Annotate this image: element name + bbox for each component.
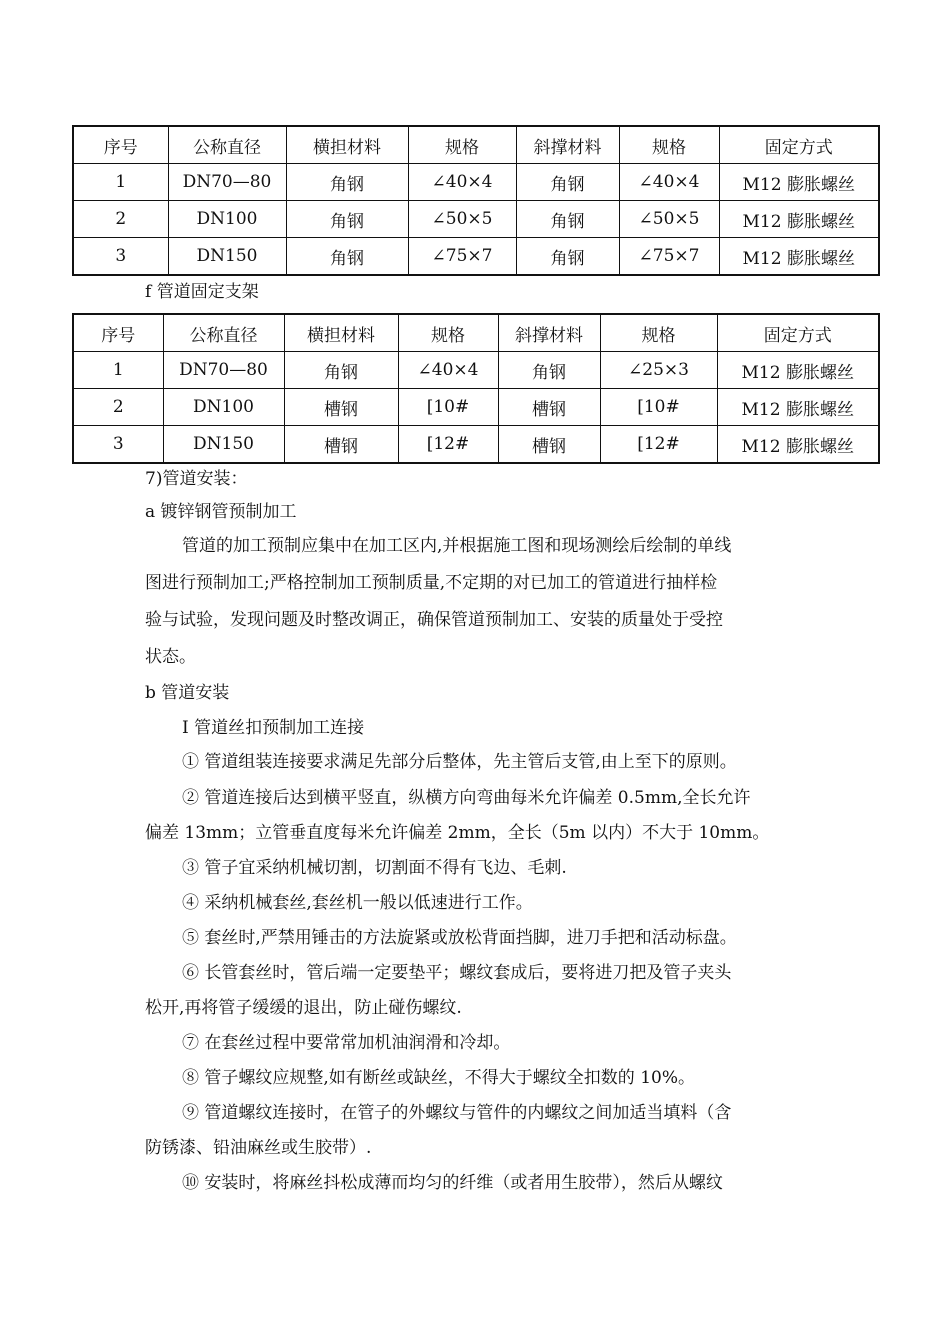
table-cell: M12 膨胀螺丝 [719,201,879,238]
table-cell: [10# [600,389,717,426]
table-cell: 角钢 [286,201,408,238]
table-cell: 3 [73,426,163,464]
table-cell: M12 膨胀螺丝 [717,352,879,389]
table-cell: DN100 [168,201,286,238]
table-cell: DN150 [168,238,286,276]
subsection-heading: b 管道安装 [145,683,230,703]
table-cell: ∠40×4 [619,164,719,201]
header-cell: 斜撑材料 [498,314,600,352]
table-row [73,426,879,464]
list-item: ③ 管子宜采纳机械切割，切割面不得有飞边、毛刺. [182,858,567,878]
list-item: ⑨ 管道螺纹连接时，在管子的外螺纹与管件的内螺纹之间加适当填料（含 [182,1103,732,1123]
table-cell: 槽钢 [284,389,398,426]
header-cell: 公称直径 [163,314,284,352]
list-item: ⑦ 在套丝过程中要常常加机油润滑和冷却。 [182,1033,511,1053]
table-cell: 角钢 [516,164,619,201]
table-cell: 角钢 [516,201,619,238]
paragraph-line: 管道的加工预制应集中在加工区内,并根据施工图和现场测绘后绘制的单线 [182,536,732,556]
table-cell: [12# [600,426,717,464]
table-cell: ∠75×7 [619,238,719,276]
list-item: ⑤ 套丝时,严禁用锤击的方法旋紧或放松背面挡脚，进刀手把和活动标盘。 [182,928,737,948]
table-cell: DN100 [163,389,284,426]
header-cell: 规格 [398,314,498,352]
header-cell: 规格 [619,126,719,164]
table-cell: [12# [398,426,498,464]
table2-caption: f 管道固定支架 [145,282,259,302]
list-item: ⑧ 管子螺纹应规整,如有断丝或缺丝，不得大于螺纹全扣数的 10%。 [182,1068,695,1088]
subsection-heading: a 镀锌钢管预制加工 [145,502,297,522]
list-item: ⑥ 长管套丝时，管后端一定要垫平；螺纹套成后，要将进刀把及管子夹头 [182,963,732,983]
table-cell: M12 膨胀螺丝 [719,238,879,276]
item-heading: Ⅰ 管道丝扣预制加工连接 [182,718,365,738]
list-item-continuation: 偏差 13mm；立管垂直度每米允许偏差 2mm，全长（5m 以内）不大于 10mm。 [145,823,770,843]
table-cell: M12 膨胀螺丝 [719,164,879,201]
header-cell: 序号 [73,314,163,352]
hanger-spec-table [72,125,880,276]
table-cell: 3 [73,238,168,276]
table-row [73,238,879,276]
table-cell: [10# [398,389,498,426]
table-cell: 1 [73,164,168,201]
table-cell: M12 膨胀螺丝 [717,389,879,426]
header-cell: 固定方式 [717,314,879,352]
table-cell: 2 [73,201,168,238]
table-cell: ∠75×7 [408,238,516,276]
table-header-row [73,314,879,352]
table-row [73,201,879,238]
list-item: ① 管道组装连接要求满足先部分后整体，先主管后支管,由上至下的原则。 [182,752,737,772]
list-item: ④ 采纳机械套丝,套丝机一般以低速进行工作。 [182,893,533,913]
table-cell: 2 [73,389,163,426]
table-cell: 1 [73,352,163,389]
fixed-support-spec-table [72,313,880,464]
table-row [73,389,879,426]
table-cell: 槽钢 [498,389,600,426]
table-cell: 槽钢 [284,426,398,464]
table-header-row [73,126,879,164]
table-cell: 角钢 [516,238,619,276]
paragraph-line: 验与试验，发现问题及时整改调正，确保管道预制加工、安装的质量处于受控 [145,610,723,630]
table-cell: 角钢 [286,238,408,276]
header-cell: 固定方式 [719,126,879,164]
table-cell: DN70—80 [163,352,284,389]
header-cell: 横担材料 [284,314,398,352]
table-cell: 角钢 [498,352,600,389]
table-cell: DN70—80 [168,164,286,201]
table-cell: M12 膨胀螺丝 [717,426,879,464]
table-cell: ∠50×5 [408,201,516,238]
list-item: ⑩ 安装时，将麻丝抖松成薄而均匀的纤维（或者用生胶带），然后从螺纹 [182,1173,723,1193]
table-cell: 槽钢 [498,426,600,464]
table-cell: DN150 [163,426,284,464]
section-heading: 7)管道安装： [145,469,248,489]
table-cell: ∠25×3 [600,352,717,389]
header-cell: 斜撑材料 [516,126,619,164]
list-item-continuation: 松开,再将管子缓缓的退出，防止碰伤螺纹. [145,998,462,1018]
paragraph-line: 图进行预制加工;严格控制加工预制质量,不定期的对已加工的管道进行抽样检 [145,573,718,593]
list-item-continuation: 防锈漆、铅油麻丝或生胶带）. [145,1138,372,1158]
table-row [73,352,879,389]
list-item: ② 管道连接后达到横平竖直，纵横方向弯曲每米允许偏差 0.5mm,全长允许 [182,788,751,808]
table-cell: 角钢 [284,352,398,389]
header-cell: 公称直径 [168,126,286,164]
header-cell: 序号 [73,126,168,164]
table-cell: ∠40×4 [408,164,516,201]
table-row [73,164,879,201]
table-cell: ∠40×4 [398,352,498,389]
header-cell: 横担材料 [286,126,408,164]
header-cell: 规格 [408,126,516,164]
table-cell: 角钢 [286,164,408,201]
table-cell: ∠50×5 [619,201,719,238]
header-cell: 规格 [600,314,717,352]
paragraph-line: 状态。 [145,647,196,667]
